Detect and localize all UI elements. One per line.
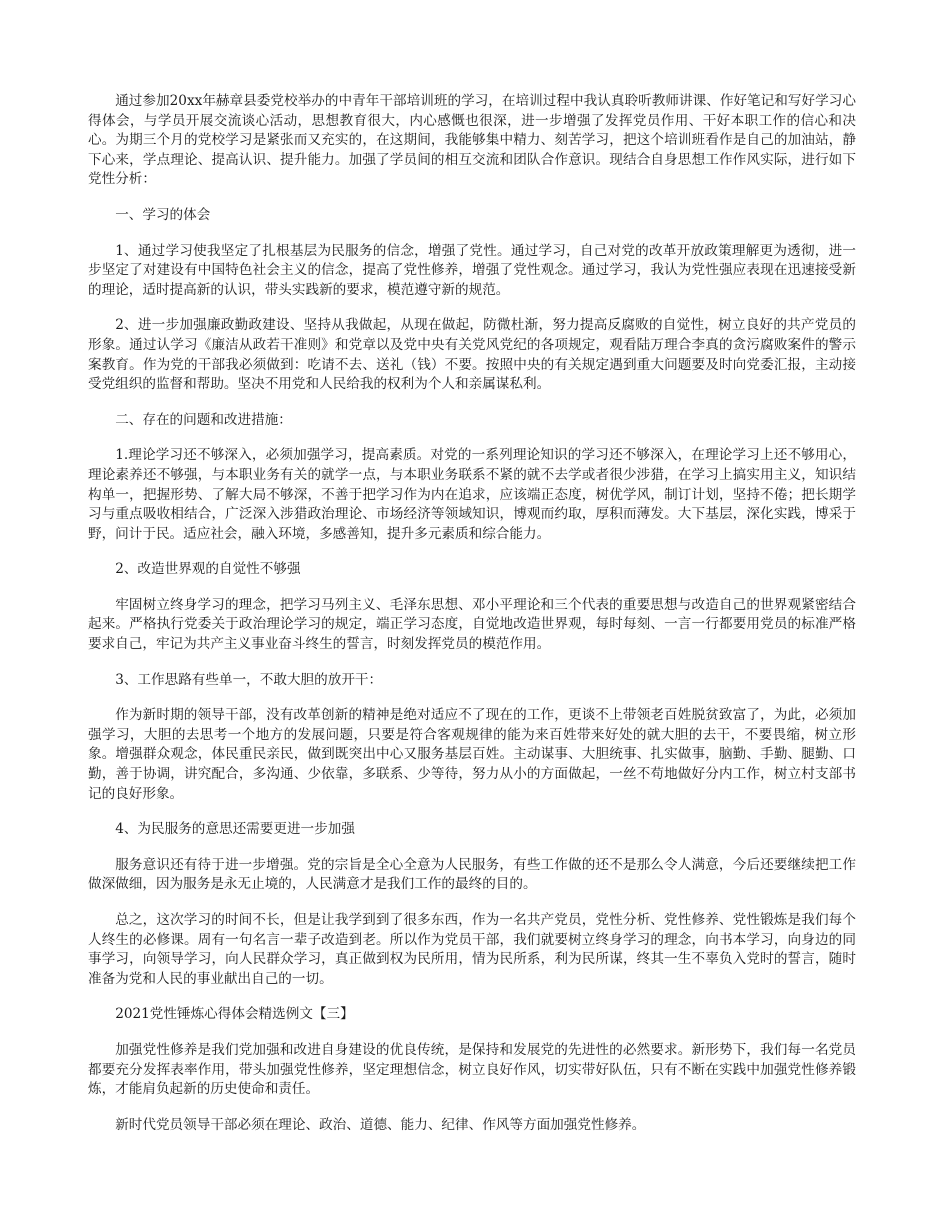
document-body: [88, 92, 856, 1151]
paragraph-service-awareness: 服务意识还有待于进一步增强。党的宗旨是全心全意为人民服务，有些工作做的还不是那么令人满意，今后还要继续把工作做深做细，因为服务是永无止境的，人民满意才是我们工作的最终的目的。: [88, 856, 856, 893]
section-heading-learning-experience: 一、学习的体会: [115, 206, 211, 223]
paragraph-conclusion: 总之，这次学习的时间不长，但是让我学到到了很多东西，作为一名共产党员，党性分析、党性修养、党性锻炼是我们每个人终生的必修课。周有一句名言一辈子改造到老。所以作为党员干部，我们就要树立终身学习的理念，向书本学习，向身边的同事学习，向领导学习，向人民群众学习，真正做到权为民所用，情为民所系，利为民所谋，终其一生不辜负入党时的誓言，随时准备为党和人民的事业献出自己的一切。: [88, 912, 856, 987]
paragraph-worldview: 牢固树立终身学习的理念，把学习马列主义、毛泽东思想、邓小平理论和三个代表的重要思想与改造自己的世界观紧密结合起来。严格执行党委关于政治理论学习的规定，端正学习态度，自觉地改造世界观，每时每刻、一言一行都要用党员的标准严格要求自己，牢记为共产主义事业奋斗终生的誓言，时刻发挥党员的模范作用。: [88, 596, 856, 653]
intro-paragraph: 通过参加20xx年赫章县委党校举办的中青年干部培训班的学习，在培训过程中我认真聆听教师讲课、作好笔记和写好学习心得体会，与学员开展交流谈心活动，思想教育很大，内心感慨也很深，进一步增强了发挥党员作用、干好本职工作的信心和决心。为期三个月的党校学习是紧张而又充实的，在这期间，我能够集中精力、刻苦学习，把这个培训班看作是自己的加油站，静下心来，学点理论、提高认识、提升能力。加强了学员间的相互交流和团队合作意识。现结合自身思想工作作风实际，进行如下党性分析：: [88, 93, 856, 188]
section-heading-problems-and-measures: 二、存在的问题和改进措施：: [115, 411, 292, 428]
paragraph-point-2: 2、进一步加强廉政勤政建设、坚持从我做起，从现在做起，防微杜渐，努力提高反腐败的自觉性，树立良好的共产党员的形象。通过认学习《廉洁从政若干准则》和党章以及党中央有关党风党纪的各项规定，观看陆万理合李真的贪污腐败案件的警示案教育。作为党的干部我必须做到：吃请不去、送礼（钱）不要。按照中央的有关规定遇到重大问题要及时向党委汇报，主动接受党组织的监督和帮助。坚决不用党和人民给我的权利为个人和亲属谋私利。: [88, 317, 856, 393]
paragraph-party-cultivation: 加强党性修养是我们党加强和改进自身建设的优良传统，是保持和发展党的先进性的必然要求。新形势下，我们每一名党员都要充分发挥表率作用，带头加强党性修养，坚定理想信念，树立良好作风，切实带好队伍，只有不断在实践中加强党性修养锻炼，才能肩负起新的历史使命和责任。: [88, 1041, 856, 1098]
subheading-service-awareness: 4、为民服务的意思还需要更进一步加强: [115, 821, 355, 838]
article-title-example-three: 2021党性锤炼心得体会精选例文【三】: [115, 1006, 354, 1023]
paragraph-theory-study: 1.理论学习还不够深入，必须加强学习，提高素质。对党的一系列理论知识的学习还不够深入，在理论学习上还不够用心，理论素养还不够强，与本职业务有关的就学一点，与本职业务联系不紧的就不去学或者很少涉猎，在学习上搞实用主义，知识结构单一，把握形势、了解大局不够深，不善于把学习作为内在追求，应该端正态度，树优学风，制订计划，坚持不倦；把长期学习与重点吸收相结合，广泛深入涉猎政治理论、市场经济等领域知识，博观而约取，厚积而薄发。大下基层，深化实践，博采于野，问计于民。适应社会，融入环境，多感善知，提升多元素质和综合能力。: [88, 447, 856, 542]
paragraph-work-approach: 作为新时期的领导干部，没有改革创新的精神是绝对适应不了现在的工作，更谈不上带领老百姓脱贫致富了，为此，必须加强学习，大胆的去思考一个地方的发展问题，只要是符合客观规律的能为来百姓带来好处的就大胆的去干，不要畏缩，树立形象。增强群众观念，体民重民亲民，做到既突出中心又服务基层百姓。主动谋事、大胆统事、扎实做事，脑勤、手勤、腿勤、口勤，善于协调，讲究配合，多沟通、少依靠，多联系、少等待，努力从小的方面做起，一丝不苟地做好分内工作，树立村支部书记的良好形象。: [88, 707, 856, 802]
paragraph-point-1: 1、通过学习使我坚定了扎根基层为民服务的信念，增强了党性。通过学习，自己对党的改革开放政策理解更为透彻，进一步坚定了对建设有中国特色社会主义的信念，提高了党性修养，增强了党性观念。通过学习，我认为党性强应表现在迅速接受新的理论，适时提高新的认识，带头实践新的要求，模范遵守新的规范。: [88, 242, 856, 298]
subheading-worldview: 2、改造世界观的自觉性不够强: [115, 561, 301, 578]
paragraph-new-era-cadres: 新时代党员领导干部必须在理论、政治、道德、能力、纪律、作风等方面加强党性修养。: [115, 1116, 646, 1133]
subheading-work-approach: 3、工作思路有些单一，不敢大胆的放开干：: [115, 671, 383, 688]
